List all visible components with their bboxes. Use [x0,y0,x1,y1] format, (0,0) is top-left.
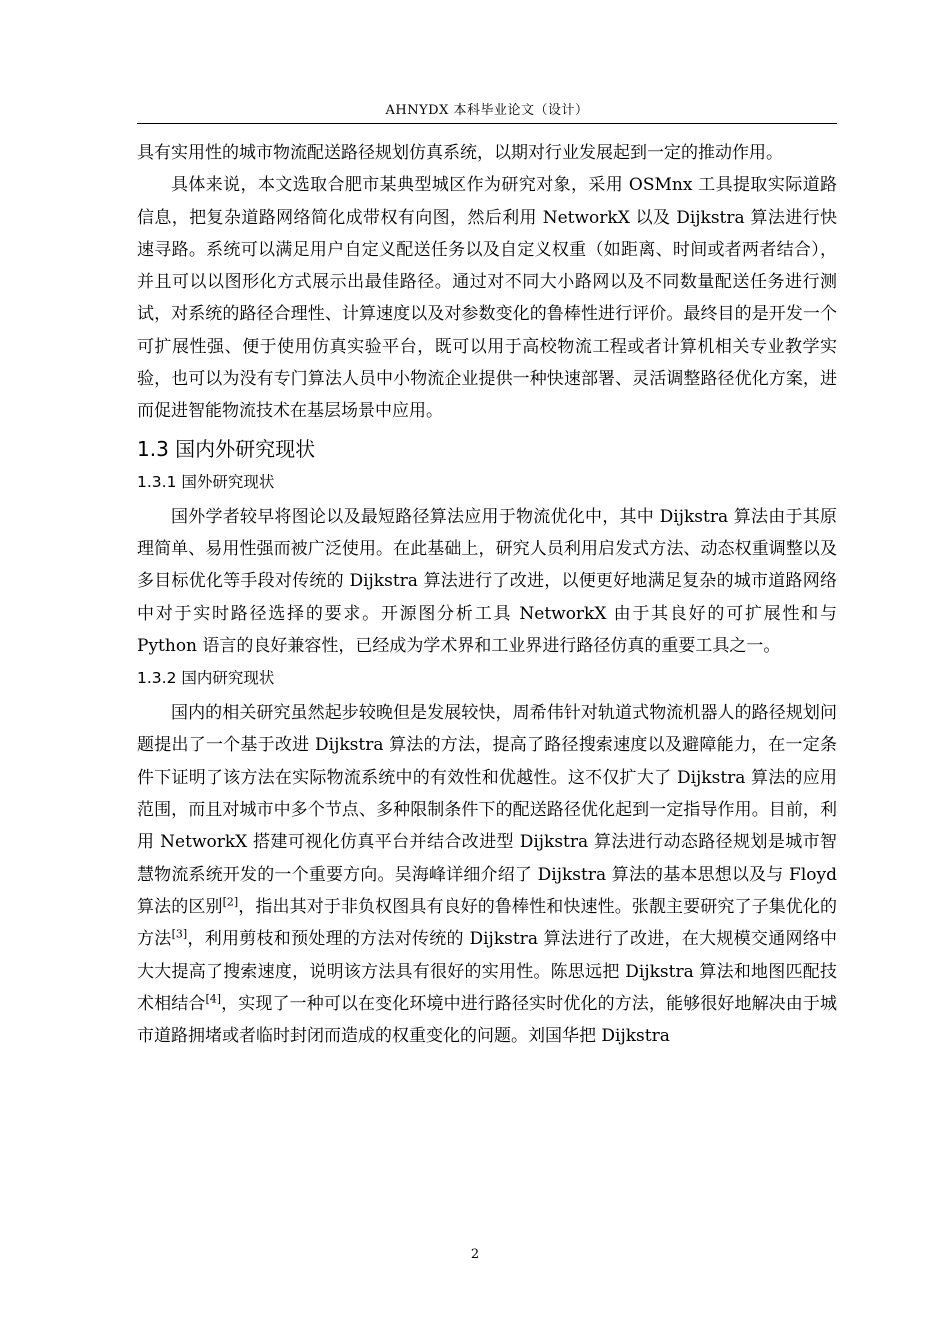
paragraph-continued: 具有实用性的城市物流配送路径规划仿真系统，以期对行业发展起到一定的推动作用。 [137,143,783,163]
citation-ref: [4] [205,992,222,1006]
text-segment: ，利用剪枝和预处理的方法对传统的 Dijkstra 算法进行了改进，在大规模交通网络中大大提高了搜索速度，说明该方法具有很好的实用性。陈思远把 Dijkstra 算法和地图匹配技术相结合 [137,929,838,1014]
text-segment: ，实现了一种可以在变化环境中进行路径实时优化的方法，能够很好地解决由于城市道路拥堵或者临时封闭而造成的权重变化的问题。刘国华把 Dijkstra [137,993,838,1047]
running-header: AHNYDX 本科毕业论文（设计） [385,103,589,118]
citation-ref: [3] [171,927,188,941]
paragraph-research-content: 具体来说，本文选取合肥市某典型城区作为研究对象，采用 OSMnx 工具提取实际道路信息，把复杂道路网络简化成带权有向图，然后利用 NetworkX 以及 Dijkstra 算法进行快速寻路。系统可以满足用户自定义配送任务以及自定义权重（如距离、时间或者两者结合），并且可以以图形化方式展示出最佳路径。通过对不同大小路网以及不同数量配送任务进行测试，对系统的路径合理性、计算速度以及对参数变化的鲁棒性进行评价。最终目的是开发一个可扩展性强、便于使用仿真实验平台，既可以用于高校物流工程或者计算机相关专业教学实验，也可以为没有专门算法人员中小物流企业提供一种快速部署、灵活调整路径优化方案，进而促进智能物流技术在基层场景中应用。 [137,175,837,422]
text-segment: 国内的相关研究虽然起步较晚但是发展较快，周希伟针对轨道式物流机器人的路径规划问题提出了一个基于改进 Dijkstra 算法的方法，提高了路径搜索速度以及避障能力，在一定条件下证明了该方法在实际物流系统中的有效性和优越性。这不仅扩大了 Dijkstra 算法的应用范围，而且对城市中多个节点、多种限制条件下的配送路径优化起到一定指导作用。目前，利用 NetworkX 搭建可视化仿真平台并结合改进型 Dijkstra 算法进行动态路径规划是城市智慧物流系统开发的一个重要方向。吴海峰详细介绍了 Dijkstra 算法的基本思想以及与 Floyd 算法的区别 [137,703,837,917]
section-heading: 1.3 国内外研究现状 [137,436,316,461]
subsection-heading-domestic: 1.3.2 国内研究现状 [137,669,275,688]
text-segment: ，指出其对于非负权图具有良好的鲁棒性和快速性。张靓主要研究了子集优化的方法 [137,896,838,950]
subsection-heading-foreign: 1.3.1 国外研究现状 [137,472,275,491]
body-text [137,137,837,1052]
citation-ref: [2] [222,895,239,909]
page-number: 2 [470,1247,480,1262]
paragraph-foreign-research: 国外学者较早将图论以及最短路径算法应用于物流优化中，其中 Dijkstra 算法由于其原理简单、易用性强而被广泛使用。在此基础上，研究人员利用启发式方法、动态权重调整以及多目标优化等手段对传统的 Dijkstra 算法进行了改进，以便更好地满足复杂的城市道路网络中对于实时路径选择的要求。开源图分析工具 NetworkX 由于其良好的可扩展性和与 Python 语言的良好兼容性，已经成为学术界和工业界进行路径仿真的重要工具之一。 [137,506,837,656]
paragraph-domestic-research [137,697,837,1052]
header-rule [137,123,837,124]
